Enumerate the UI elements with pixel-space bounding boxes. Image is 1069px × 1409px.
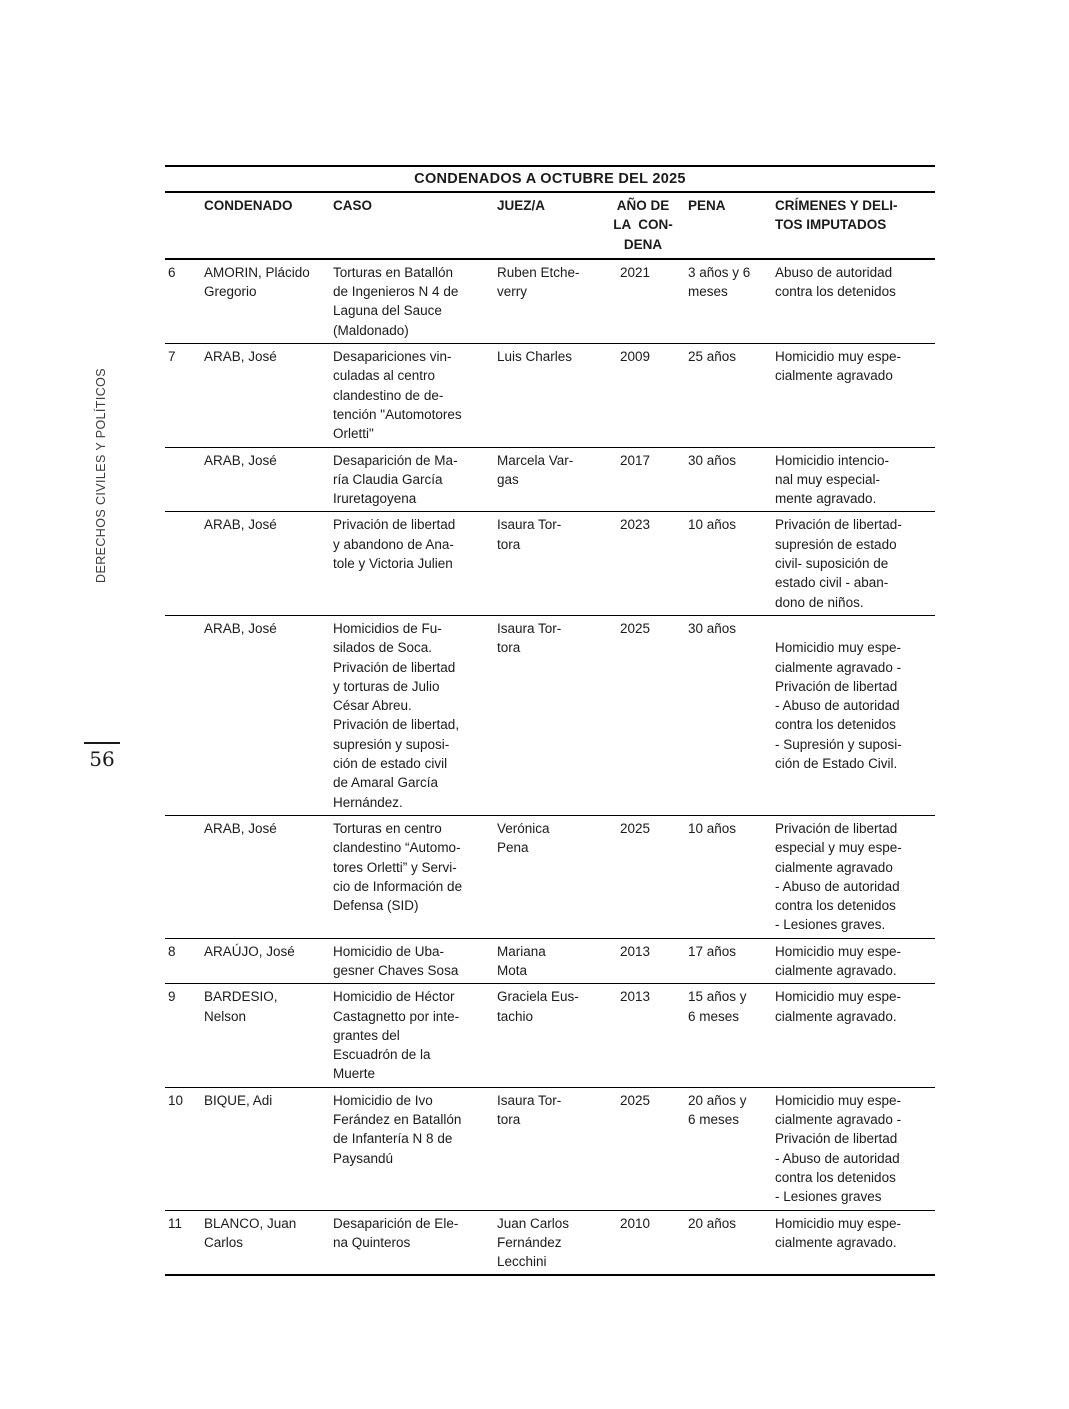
cell-caso: Privación de libertad y abandono de Ana- tole y Victoria Julien (333, 517, 456, 572)
cell-crimenes: Abuso de autoridad contra los detenidos (775, 264, 896, 300)
col-header-pena: PENA (688, 198, 726, 213)
cell-num (165, 819, 204, 935)
cell-anio: 2025 (620, 620, 651, 636)
cell-pena: 20 años y 6 meses (688, 1092, 747, 1128)
cell-num: 10 (168, 1092, 184, 1108)
cell-condenado: ARAB, José (204, 452, 277, 468)
table-row (165, 1210, 935, 1275)
condenados-table (165, 165, 935, 1276)
cell-juez: Mariana Mota (497, 943, 546, 978)
cell-juez: Isaura Tor- tora (497, 1092, 562, 1128)
cell-anio: 2025 (620, 1092, 651, 1108)
cell-caso: Homicidios de Fu- silados de Soca. Privación de libertad y torturas de Julio César Abreu. Privación de libertad, supresión y suposi- ción de estado civil de Amaral García Hernández. (333, 620, 460, 810)
cell-crimenes: Homicidio muy espe- cialmente agravado (775, 349, 902, 384)
cell-crimenes: Homicidio muy espe- cialmente agravado. (775, 1215, 902, 1250)
cell-pena: 10 años (688, 517, 737, 533)
cell-juez: Isaura Tor- tora (497, 517, 562, 552)
cell-caso: Homicidio de Ivo Ferández en Batallón de Infantería N 8 de Paysandú (333, 1092, 462, 1166)
cell-crimenes: Homicidio muy espe- cialmente agravado - Privación de libertad - Abuso de autoridad contra los detenidos - Supresión y suposi- ción de Estado Civil. (775, 640, 902, 772)
cell-juez: Luis Charles (497, 349, 573, 365)
col-header-num (165, 196, 204, 254)
cell-pena: 3 años y 6 meses (688, 264, 751, 300)
cell-pena: 15 años y 6 meses (688, 989, 747, 1024)
cell-anio: 2013 (620, 989, 651, 1005)
cell-caso: Desaparición de Ele- na Quinteros (333, 1215, 459, 1250)
page-number: 56 (84, 742, 120, 771)
cell-condenado: ARAB, José (204, 620, 277, 636)
cell-num: 6 (168, 264, 176, 280)
table-row (165, 260, 935, 343)
col-header-crimenes: CRÍMENES Y DELI- TOS IMPUTADOS (775, 198, 898, 233)
cell-caso: Homicidio de Héctor Castagnetto por inte- grantes del Escuadrón de la Muerte (333, 989, 460, 1082)
cell-anio: 2023 (620, 517, 651, 533)
cell-num: 9 (168, 989, 176, 1005)
cell-pena: 20 años (688, 1215, 737, 1231)
table-body (165, 260, 935, 1275)
cell-condenado: ARAB, José (204, 349, 277, 365)
cell-juez: Isaura Tor- tora (497, 620, 562, 656)
cell-num: 7 (168, 349, 176, 365)
table-row (165, 511, 935, 614)
cell-caso: Torturas en centro clandestino “Automo- tores Orletti” y Servi- cio de Información de Defensa (SID) (333, 820, 463, 914)
cell-crimenes: Privación de libertad especial y muy espe- cialmente agravado - Abuso de autoridad contra los detenidos - Lesiones graves. (775, 820, 902, 933)
cell-caso: Desaparición de Ma- ría Claudia García Iruretagoyena (333, 452, 458, 507)
cell-crimenes: Homicidio intencio- nal muy especial- mente agravado. (775, 452, 890, 507)
cell-pena: 30 años (688, 620, 737, 636)
cell-condenado: BIQUE, Adi (204, 1092, 273, 1108)
table-row (165, 938, 935, 984)
cell-condenado: BARDESIO, Nelson (204, 989, 278, 1024)
cell-anio: 2013 (620, 943, 651, 959)
table-row (165, 1087, 935, 1210)
cell-caso: Desapariciones vin- culadas al centro clandestino de de- tención "Automotores Orletti" (333, 349, 462, 442)
table-header-row (165, 193, 935, 260)
cell-num (165, 619, 204, 812)
cell-crimenes: Homicidio muy espe- cialmente agravado. (775, 943, 902, 978)
cell-anio: 2017 (620, 452, 651, 468)
cell-num: 11 (168, 1215, 183, 1231)
cell-caso: Torturas en Batallón de Ingenieros N 4 de Laguna del Sauce (Maldonado) (333, 264, 459, 338)
cell-condenado: ARAB, José (204, 517, 277, 533)
cell-anio: 2025 (620, 820, 651, 836)
col-header-condenado: CONDENADO (204, 198, 293, 213)
col-header-juez: JUEZ/A (497, 198, 546, 213)
cell-juez: Marcela Var- gas (497, 452, 574, 487)
cell-num (165, 451, 204, 509)
cell-condenado: AMORIN, Plácido Gregorio (204, 264, 310, 300)
cell-juez: Ruben Etche- verry (497, 264, 580, 300)
cell-pena: 10 años (688, 820, 737, 836)
table-row (165, 615, 935, 815)
col-header-anio: AÑO DE LA CON- DENA (613, 198, 673, 252)
cell-juez: Juan Carlos Fernández Lecchini (497, 1215, 570, 1270)
table-row (165, 447, 935, 512)
cell-crimenes: Homicidio muy espe- cialmente agravado - Privación de libertad - Abuso de autoridad contra los detenidos - Lesiones graves (775, 1092, 902, 1205)
cell-pena: 17 años (688, 943, 737, 959)
cell-pena: 25 años (688, 349, 737, 365)
col-header-caso: CASO (333, 198, 373, 213)
cell-juez: Graciela Eus- tachio (497, 989, 579, 1024)
cell-anio: 2010 (620, 1215, 651, 1231)
cell-juez: Verónica Pena (497, 820, 550, 856)
cell-crimenes: Homicidio muy espe- cialmente agravado. (775, 989, 902, 1024)
table-row (165, 343, 935, 446)
cell-num (165, 515, 204, 611)
table-row (165, 815, 935, 938)
cell-anio: 2009 (620, 349, 651, 365)
table-title: CONDENADOS A OCTUBRE DEL 2025 (165, 167, 935, 193)
cell-caso: Homicidio de Uba- gesner Chaves Sosa (333, 943, 459, 978)
cell-condenado: ARAÚJO, José (204, 943, 295, 959)
cell-num: 8 (168, 943, 176, 959)
cell-pena: 30 años (688, 452, 737, 468)
table-row (165, 983, 935, 1086)
cell-crimenes: Privación de libertad- supresión de estado civil- suposición de estado civil - aban- dono de niños. (775, 517, 902, 610)
cell-condenado: BLANCO, Juan Carlos (204, 1215, 297, 1250)
cell-anio: 2021 (620, 264, 651, 280)
cell-condenado: ARAB, José (204, 820, 277, 836)
sidebar-label: DERECHOS CIVILES Y POLÍTICOS (94, 368, 108, 583)
